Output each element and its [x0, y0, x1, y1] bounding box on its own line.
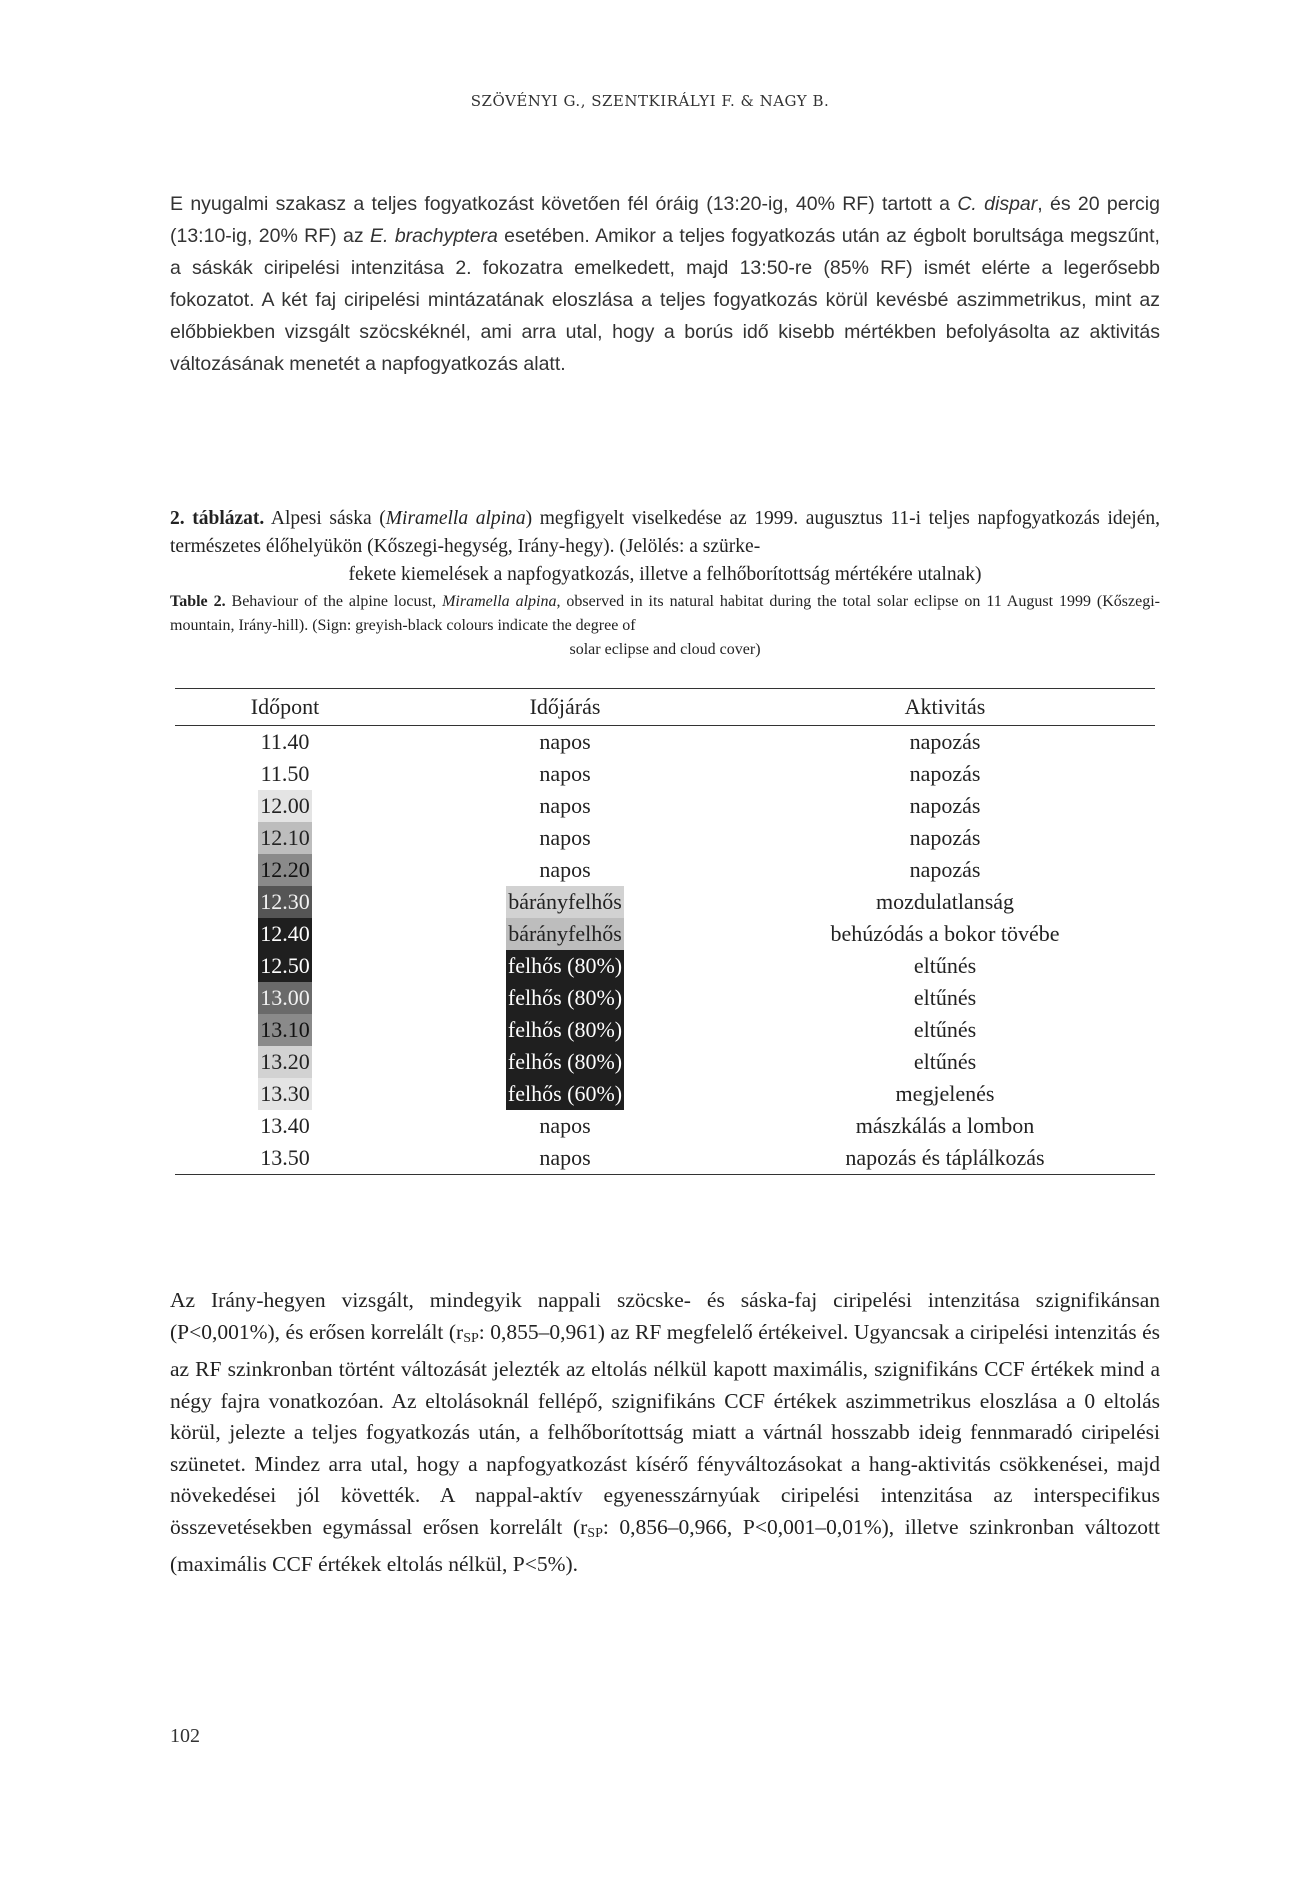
header-activity: Aktivitás — [904, 694, 986, 719]
time-cell: 12.30 — [258, 886, 312, 918]
table-caption-hungarian — [170, 505, 1160, 589]
behaviour-table — [175, 688, 1155, 1175]
table-row — [175, 854, 1155, 886]
time-cell: 11.50 — [260, 761, 310, 786]
time-cell: 13.10 — [258, 1014, 312, 1046]
page-number: 102 — [170, 1725, 200, 1747]
running-header-authors: SZÖVÉNYI G., SZENTKIRÁLYI F. & NAGY B. — [470, 92, 830, 110]
time-cell: 12.00 — [258, 790, 312, 822]
time-cell: 13.40 — [260, 1113, 310, 1138]
weather-cell: napos — [539, 1145, 591, 1170]
table-bottom-rule — [175, 1174, 1155, 1175]
activity-cell: napozás és táplálkozás — [845, 1145, 1045, 1170]
table-row — [175, 726, 1155, 758]
weather-cell: felhős (60%) — [506, 1078, 624, 1110]
activity-cell: eltűnés — [913, 953, 977, 978]
weather-cell: napos — [539, 857, 591, 882]
time-cell: 13.20 — [258, 1046, 312, 1078]
time-cell: 13.00 — [258, 982, 312, 1014]
time-cell: 13.30 — [258, 1078, 312, 1110]
table-row — [175, 982, 1155, 1014]
rsp-subscript-1: SP — [463, 1330, 479, 1346]
paragraph-2-text-c: : 0,856–0,966, P<0,001–0,01%), illetve szinkronban változott (maximális CCF értékek eltolás nélkül, P<5%). — [170, 1514, 1160, 1576]
caption-hu-text-b: ) megfigyelt viselkedése az 1999. augusztus 11-i teljes napfogyatkozás idején, természetes élőhelyükön (Kőszegi-hegység, Irány-hegy). (Jelölés: a szürke- — [170, 508, 1160, 557]
weather-cell: napos — [539, 825, 591, 850]
time-cell: 11.40 — [260, 729, 310, 754]
table-row — [175, 758, 1155, 790]
weather-cell: felhős (80%) — [506, 1046, 624, 1078]
weather-cell: bárányfelhős — [506, 886, 624, 918]
paragraph-1-text-b: , és 20 percig (13:10-ig, 20% RF) az — [170, 193, 1160, 247]
activity-cell: mászkálás a lombon — [855, 1113, 1035, 1138]
paragraph-1 — [170, 188, 1160, 380]
activity-cell: megjelenés — [895, 1081, 995, 1106]
weather-cell: felhős (80%) — [506, 982, 624, 1014]
weather-cell: felhős (80%) — [506, 1014, 624, 1046]
weather-cell: napos — [539, 1113, 591, 1138]
activity-cell: mozdulatlanság — [875, 889, 1015, 914]
weather-cell: napos — [539, 729, 591, 754]
activity-cell: behúzódás a bokor tövébe — [830, 921, 1060, 946]
caption-en-species: Miramella alpina — [442, 593, 557, 610]
species-c-dispar: C. dispar — [957, 193, 1038, 215]
table-row — [175, 1046, 1155, 1078]
activity-cell: eltűnés — [913, 1049, 977, 1074]
caption-hu-text-a: Alpesi sáska ( — [264, 508, 386, 529]
time-cell: 12.20 — [258, 854, 312, 886]
weather-cell: napos — [539, 793, 591, 818]
activity-cell: napozás — [909, 825, 981, 850]
caption-hu-label: 2. táblázat. — [170, 508, 265, 529]
table-row — [175, 822, 1155, 854]
caption-en-text-c: solar eclipse and cloud cover) — [569, 641, 761, 658]
header-weather: Időjárás — [529, 694, 601, 719]
table-row — [175, 1014, 1155, 1046]
activity-cell: napozás — [909, 761, 981, 786]
table-row — [175, 1110, 1155, 1142]
table-row — [175, 1142, 1155, 1174]
table-row — [175, 790, 1155, 822]
time-cell: 12.50 — [258, 950, 312, 982]
table-row — [175, 950, 1155, 982]
paragraph-1-text-a: E nyugalmi szakasz a teljes fogyatkozást követően fél óráig (13:20-ig, 40% RF) tartott a — [170, 193, 958, 215]
activity-cell: napozás — [909, 793, 981, 818]
paragraph-2 — [170, 1285, 1160, 1581]
weather-cell: felhős (80%) — [506, 950, 624, 982]
caption-en-text-b: , observed in its natural habitat during the total solar eclipse on 11 August 1999 (Kőszegi-mountain, Irány-hill). (Sign: greyish-black colours indicate the degree of — [170, 593, 1161, 634]
table-row — [175, 1078, 1155, 1110]
activity-cell: napozás — [909, 857, 981, 882]
paragraph-2-text-b: : 0,855–0,961) az RF megfelelő értékeivel. Ugyancsak a ciripelési intenzitás és az RF szinkronban történt változását jelezték az eltolás nélkül kapott maximális, szignifikáns CCF értékek mind a négy fajra vonatkozóan. Az eltolásoknál fellépő, szignifikáns CCF értékek aszimmetrikus eloszlása a 0 eltolás körül, jelezte a teljes fogyatkozás után, a felhőborítottság miatt a vártnál hosszabb ideig fennmaradó ciripelési szünetet. Mindez arra utal, hogy a napfogyatkozást kísérő fényváltozásokat a hang-aktivitás csökkenései, majd növekedései jól követték. A nappal-aktív egyenesszárnyúak ciripelési intenzitása az interspecifikus összevetésekben egymással erősen korrelált (r — [170, 1319, 1161, 1539]
rsp-subscript-2: SP — [587, 1525, 603, 1541]
header-time: Időpont — [250, 694, 320, 719]
activity-cell: napozás — [909, 729, 981, 754]
activity-cell: eltűnés — [913, 1017, 977, 1042]
paragraph-2-text-a: Az Irány-hegyen vizsgált, mindegyik nappali szöcske- és sáska-faj ciripelési intenzitása szignifikánsan (P<0,001%), és erősen korrelált (r — [170, 1288, 1160, 1344]
species-e-brachyptera: E. brachyptera — [370, 225, 498, 247]
table-caption-english — [170, 590, 1160, 662]
time-cell: 12.10 — [258, 822, 312, 854]
time-cell: 13.50 — [260, 1145, 310, 1170]
caption-en-label: Table 2. — [170, 593, 226, 610]
caption-hu-species: Miramella alpina — [385, 508, 526, 529]
activity-cell: eltűnés — [913, 985, 977, 1010]
caption-en-text-a: Behaviour of the alpine locust, — [225, 593, 443, 610]
table-row — [175, 886, 1155, 918]
paragraph-1-text-c: esetében. Amikor a teljes fogyatkozás után az égbolt borultsága megszűnt, a sáskák ciripelési intenzitása 2. fokozatra emelkedett, majd 13:50-re (85% RF) ismét elérte a legerősebb fokozatot. A két faj ciripelési mintázatának eloszlása a teljes fogyatkozás körül kevésbé aszimmetrikus, mint az előbbiekben vizsgált szöcskéknél, ami arra utal, hogy a borús idő kisebb mértékben befolyásolta az aktivitás változásának menetét a napfogyatkozás alatt. — [170, 225, 1160, 375]
caption-hu-text-c: fekete kiemelések a napfogyatkozás, illetve a felhőborítottság mértékére utalnak) — [348, 564, 982, 585]
weather-cell: bárányfelhős — [506, 918, 624, 950]
weather-cell: napos — [539, 761, 591, 786]
table-row — [175, 918, 1155, 950]
table-header-row — [175, 689, 1155, 725]
running-header — [0, 92, 1300, 110]
time-cell: 12.40 — [258, 918, 312, 950]
